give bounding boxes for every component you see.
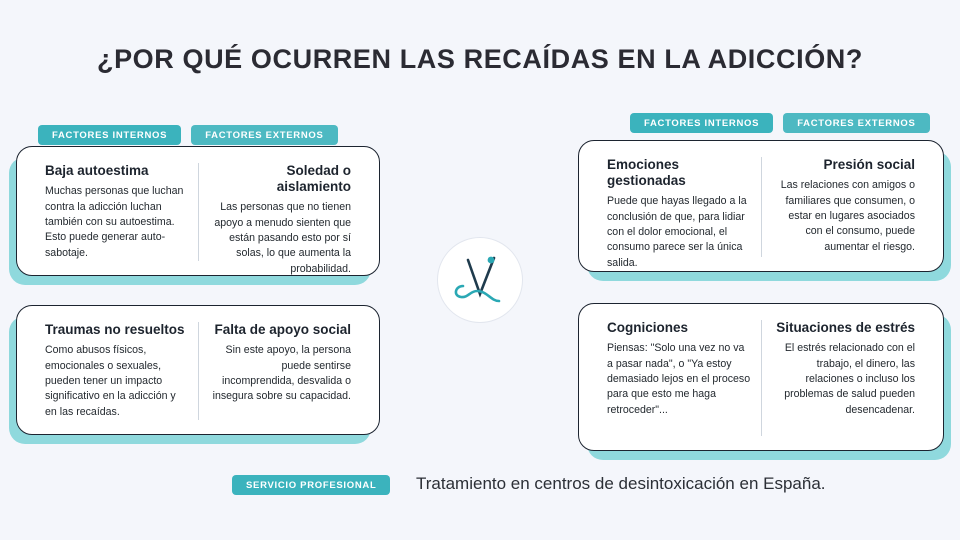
column-body: Como abusos físicos, emocionales o sexuales, pueden tener un impacto significativo en la adicción y en las recaídas. [45, 344, 176, 418]
card-column [597, 320, 761, 436]
column-body: Sin este apoyo, la persona puede sentirse incomprendida, desvalida o insegura sobre su capacidad. [212, 344, 351, 403]
pill-row-left [38, 125, 338, 145]
column-heading: Cogniciones [607, 320, 689, 335]
card-column [761, 157, 925, 257]
card-column [198, 163, 361, 275]
column-heading: Baja autoestima [45, 163, 149, 178]
page-title: ¿POR QUÉ OCURREN LAS RECAÍDAS EN LA ADICCIÓN? [96, 44, 864, 74]
column-heading: Falta de apoyo social [214, 322, 351, 337]
card-emociones-presion-social [578, 140, 944, 272]
brand-monogram-v-icon [438, 238, 522, 322]
card-column [597, 157, 761, 269]
column-body: Piensas: "Solo una vez no va a pasar nada", o "Ya estoy demasiado lejos en el proceso para que esto me haga retroceder"... [607, 342, 751, 416]
card-baja-autoestima-soledad [16, 146, 380, 276]
column-heading: Emociones gestionadas [607, 157, 686, 189]
column-heading: Soledad o aislamiento [276, 163, 351, 195]
pill-servicio-profesional: SERVICIO PROFESIONAL [232, 475, 390, 495]
card-column [35, 322, 198, 420]
column-body: El estrés relacionado con el trabajo, el dinero, las relaciones o incluso los problemas de salud pueden desencadenar. [784, 342, 915, 416]
column-heading: Situaciones de estrés [776, 320, 915, 335]
column-body: Muchas personas que luchan contra la adicción luchan también con su autoestima. Esto puede generar auto-sabotaje. [45, 185, 184, 259]
brand-logo-circle [437, 237, 523, 323]
column-heading: Presión social [823, 157, 915, 172]
card-cogniciones-estres [578, 303, 944, 451]
footer-text: Tratamiento en centros de desintoxicación en España. [416, 474, 826, 493]
card-column [761, 320, 925, 436]
column-body: Las relaciones con amigos o familiares que consumen, o estar en lugares asociados con el consumo, puede aumentar el riesgo. [780, 179, 915, 253]
pill-factores-externos-right: FACTORES EXTERNOS [783, 113, 929, 133]
card-column [35, 163, 198, 261]
pill-row-right [630, 113, 930, 133]
column-body: Puede que hayas llegado a la conclusión de que, para lidiar con el dolor emocional, el consumo parece ser la única salida. [607, 195, 747, 269]
card-traumas-falta-apoyo [16, 305, 380, 435]
pill-factores-internos-right: FACTORES INTERNOS [630, 113, 773, 133]
pill-factores-externos-left: FACTORES EXTERNOS [191, 125, 337, 145]
card-column [198, 322, 361, 420]
pill-factores-internos-left: FACTORES INTERNOS [38, 125, 181, 145]
column-body: Las personas que no tienen apoyo a menudo sienten que están pasando esto por sí solas, lo que aumenta la probabilidad. [214, 201, 351, 275]
column-heading: Traumas no resueltos [45, 322, 185, 337]
